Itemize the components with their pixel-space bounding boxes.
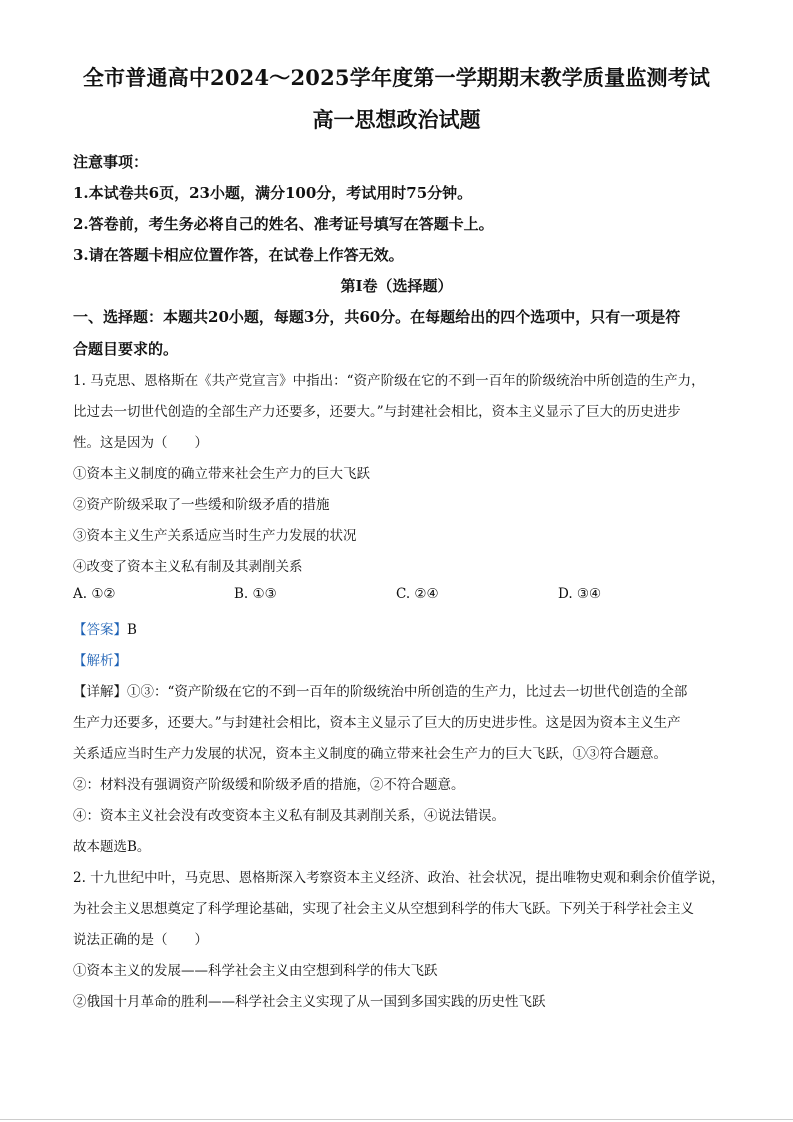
q1-stem-line-2: 比过去一切世代创造的全部生产力还要多，还要大。”与封建社会相比，资本主义显示了巨大的历史进步 (73, 404, 681, 420)
q1-statement-1: ①资本主义制度的确立带来社会生产力的巨大飞跃 (73, 466, 370, 482)
q1-detail-line-2: 生产力还要多，还要大。”与封建社会相比，资本主义显示了巨大的历史进步性。这是因为资本主义生产 (73, 715, 681, 731)
notice-item-1: 1.本试卷共6页，23小题，满分100分，考试用时75分钟。 (73, 184, 473, 202)
part1-instruction-1: 一、选择题：本题共20小题，每题3分，共60分。在每题给出的四个选项中，只有一项是符 (73, 308, 681, 326)
q1-statement-3: ③资本主义生产关系适应当时生产力发展的状况 (73, 528, 357, 544)
q2-statement-1: ①资本主义的发展——科学社会主义由空想到科学的伟大飞跃 (73, 963, 438, 979)
notice-item-3: 3.请在答题卡相应位置作答，在试卷上作答无效。 (73, 246, 404, 264)
q1-detail-line-3: 关系适应当时生产力发展的状况，资本主义制度的确立带来社会生产力的巨大飞跃，①③符合题意。 (73, 746, 667, 762)
q1-option-a: A. ①② (73, 586, 116, 602)
q1-statement-2: ②资产阶级采取了一些缓和阶级矛盾的措施 (73, 497, 330, 513)
q2-stem-line-1: 2. 十九世纪中叶，马克思、恩格斯深入考察资本主义经济、政治、社会状况，提出唯物史观和剩余价值学说， (73, 870, 725, 886)
q1-detail-line-6: 故本题选B。 (73, 839, 151, 855)
q2-stem-line-2: 为社会主义思想奠定了科学理论基础，实现了社会主义从空想到科学的伟大飞跃。下列关于科学社会主义 (73, 901, 694, 917)
part1-instruction-2: 合题目要求的。 (73, 340, 179, 358)
answer-value: B (127, 622, 137, 638)
q1-stem-line-1: 1. 马克思、恩格斯在《共产党宣言》中指出：“资产阶级在它的不到一百年的阶级统治中所创造的生产力， (73, 373, 705, 389)
notice-item-2: 2.答卷前，考生务必将自己的姓名、准考证号填写在答题卡上。 (73, 215, 494, 233)
q1-stem-line-3: 性。这是因为（ ） (73, 435, 208, 451)
q1-answer (73, 618, 137, 638)
notice-heading: 注意事项： (73, 153, 149, 171)
q1-option-b: B. ①③ (234, 586, 277, 602)
exam-subtitle: 高一思想政治试题 (312, 107, 481, 132)
q1-option-d: D. ③④ (558, 586, 602, 602)
q2-stem-line-3: 说法正确的是（ ） (73, 932, 208, 948)
answer-tag: 【答案】 (73, 622, 127, 638)
q1-detail-line-5: ④：资本主义社会没有改变资本主义私有制及其剥削关系，④说法错误。 (73, 808, 505, 824)
analysis-tag: 【解析】 (73, 653, 127, 669)
part1-heading: 第Ⅰ卷（选择题） (340, 277, 453, 295)
page-bottom-divider (0, 1119, 793, 1120)
exam-title: 全市普通高中2024～2025学年度第一学期期末教学质量监测考试 (82, 65, 711, 90)
q1-statement-4: ④改变了资本主义私有制及其剥削关系 (73, 559, 303, 575)
q2-statement-2: ②俄国十月革命的胜利——科学社会主义实现了从一国到多国实践的历史性飞跃 (73, 994, 546, 1010)
q1-detail-line-4: ②：材料没有强调资产阶级缓和阶级矛盾的措施，②不符合题意。 (73, 777, 465, 793)
q1-option-c: C. ②④ (396, 586, 439, 602)
q1-detail-line-1: 【详解】①③：“资产阶级在它的不到一百年的阶级统治中所创造的生产力，比过去一切世代创造的全部 (73, 684, 688, 700)
